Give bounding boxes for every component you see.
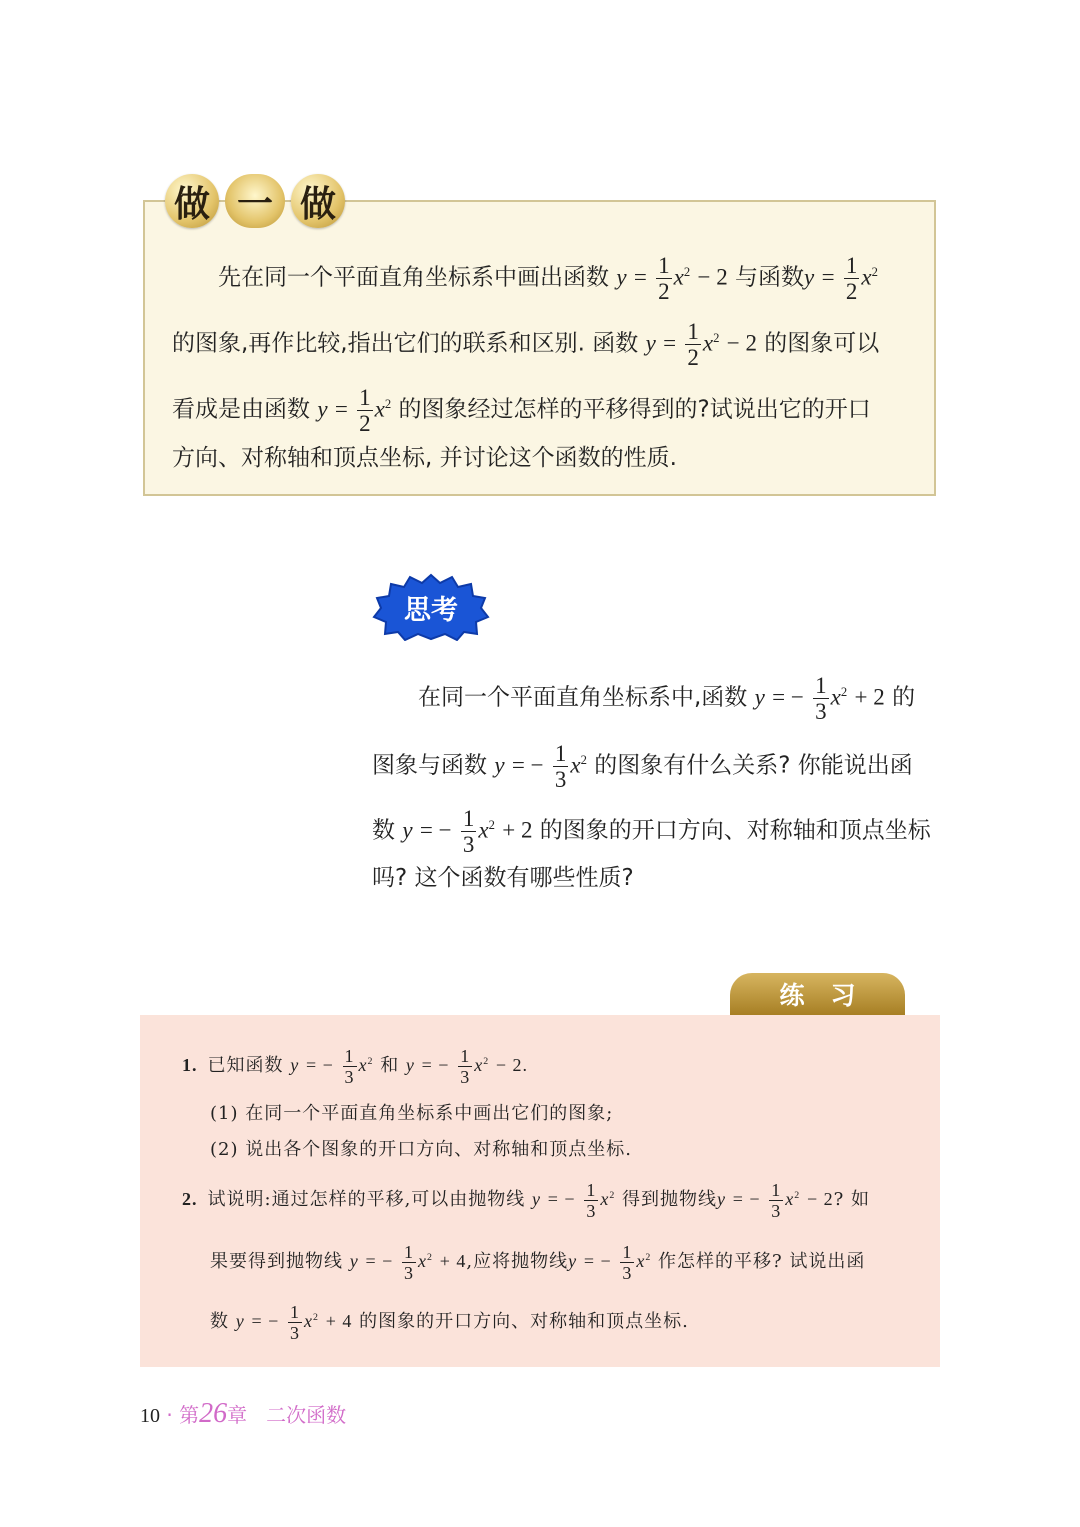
chapter-title: 二次函数 — [266, 1403, 347, 1427]
think-line-1: 在同一个平面直角坐标系中,函数 y = − $\frac{1}{3}$ $x^2 + 2$ 的 — [418, 672, 916, 724]
chapter-prefix: 第 — [179, 1403, 200, 1427]
exercise-q1-sub2: (2) 说出各个图象的开口方向、对称轴和顶点坐标. — [210, 1139, 632, 1160]
exercise-q2-line3: 数 y = − $\frac{1}{3}$ $x^2 + 4$ 的图象的开口方向、对称轴和顶点坐标. — [210, 1301, 689, 1343]
exercise-q2-line2: 果要得到抛物线 y = − $\frac{1}{3}$ $x^2 + 4$,应将抛物线y = − $\frac{1}{3}$ $x^2$ 作怎样的平移? 试说出函 — [210, 1241, 866, 1283]
think-line-4: 吗? 这个函数有哪些性质? — [372, 865, 634, 891]
badge-char: 一 — [225, 174, 285, 228]
activity-line-2: 的图象,再作比较,指出它们的联系和区别. 函数 y = $\frac{1}{2}$ $x^2 - 2$ 的图象可以 — [172, 318, 880, 370]
activity-line-1: 先在同一个平面直角坐标系中画出函数 y = $\frac{1}{2}$ $x^2 - 2$ 与函数y = $\frac{1}{2}$ $x^2$ — [218, 252, 878, 304]
footer-sep: · — [166, 1403, 173, 1427]
exercise-q1-sub1: (1) 在同一个平面直角坐标系中画出它们的图象; — [210, 1103, 614, 1124]
think-line-3: 数 y = − $\frac{1}{3}$ $x^2 + 2$ 的图象的开口方向、对称轴和顶点坐标 — [372, 805, 931, 857]
think-line-2: 图象与函数 y = − $\frac{1}{3}$ $x^2$ 的图象有什么关系? 你能说出函 — [372, 740, 913, 792]
chapter-number: 26 — [199, 1398, 228, 1429]
activity-badge — [165, 170, 345, 232]
activity-line-3: 看成是由函数 y = $\frac{1}{2}$ $x^2$ 的图象经过怎样的平移得到的?试说出它的开口 — [172, 384, 871, 436]
exercise-q2-line1: 2. 试说明:通过怎样的平移,可以由抛物线 y = − $\frac{1}{3}$ $x^2$ 得到抛物线y = − $\frac{1}{3}$ $x^2 - 2$? 如 — [182, 1179, 870, 1221]
think-label: 思考 — [404, 594, 458, 626]
think-badge — [372, 573, 490, 641]
page-number: 10 — [140, 1405, 160, 1427]
badge-char: 做 — [291, 174, 345, 228]
exercise-q1: 1. 已知函数 y = − $\frac{1}{3}$ $x^2$ 和 y = − $\frac{1}{3}$ $x^2 - 2$. — [182, 1045, 529, 1087]
page-footer — [140, 1398, 346, 1430]
badge-char: 做 — [165, 174, 219, 228]
exercise-tab: 练习 — [730, 973, 905, 1015]
chapter-suffix: 章 — [227, 1403, 248, 1427]
activity-line-4: 方向、对称轴和顶点坐标, 并讨论这个函数的性质. — [172, 445, 677, 471]
